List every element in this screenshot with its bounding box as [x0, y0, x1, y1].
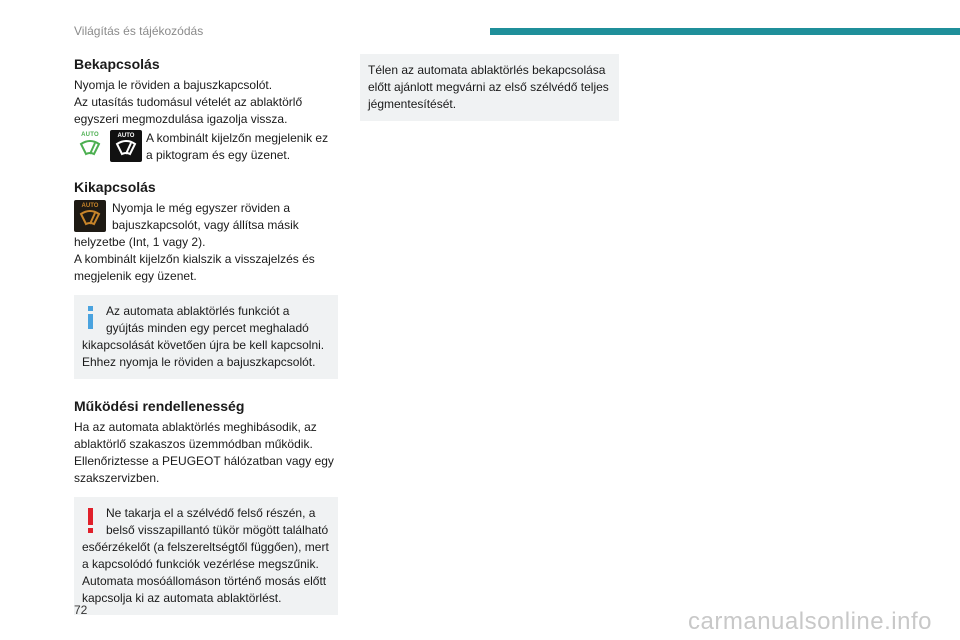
auto-wiper-green-icon: AUTO	[74, 130, 106, 162]
bekapcsolas-line1: Nyomja le röviden a bajuszkapcsolót.	[74, 78, 273, 92]
info-icon	[82, 303, 100, 331]
warning-text-1: Ne takarja el a szélvédő felső részén, a belső visszapillantó tükör mögött található esőérzékelőt (a felszereltségtől függően), mert a kapcsolódó funkciók vezérlése megszűnik.	[82, 506, 329, 571]
warning-text-2: Automata mosóállomáson történő mosás előtt kapcsolja ki az automata ablaktörlést.	[82, 574, 327, 605]
heading-mukodesi: Működési rendellenesség	[74, 398, 245, 414]
heading-bekapcsolas: Bekapcsolás	[74, 56, 160, 72]
bekapcsolas-line2: Az utasítás tudomásul vételét az ablaktörlő egyszeri megmozdulása igazolja vissza.	[74, 95, 303, 126]
section-kikapcsolas	[74, 178, 338, 379]
kikapcsolas-text2: A kombinált kijelzőn kialszik a visszajelzés és megjelenik egy üzenet.	[74, 252, 315, 283]
left-column	[74, 55, 338, 615]
warning-box	[74, 497, 338, 615]
warning-icon	[82, 505, 100, 535]
auto-wiper-display-icon: AUTO	[110, 130, 142, 162]
mukodesi-text: Ha az automata ablaktörlés meghibásodik, az ablaktörlő szakaszos üzemmódban működik. Ellenőriztesse a PEUGEOT hálózatban vagy egy szakszervizben.	[74, 420, 334, 485]
page-number: 72	[74, 603, 88, 617]
kikapcsolas-text1: Nyomja le még egyszer röviden a bajuszkapcsolót, vagy állítsa másik helyzetbe (Int, 1 vagy 2).	[74, 201, 299, 249]
info-box	[74, 295, 338, 379]
bekapcsolas-icon-text: A kombinált kijelzőn megjelenik ez a piktogram és egy üzenet.	[146, 131, 329, 162]
winter-note-box	[360, 54, 619, 121]
section-bekapcsolas	[74, 55, 338, 164]
auto-wiper-orange-icon: AUTO	[74, 200, 106, 232]
right-column	[360, 54, 619, 121]
info-text: Az automata ablaktörlés funkciót a gyújtás minden egy percet meghaladó kikapcsolását követően újra be kell kapcsolni. Ehhez nyomja le röviden a bajuszkapcsolót.	[82, 304, 325, 369]
header-accent-bar	[490, 28, 960, 35]
winter-note-text: Télen az automata ablaktörlés bekapcsolása előtt ajánlott megvárni az első szélvédő teljes jégmentesítését.	[368, 63, 609, 111]
watermark: carmanualsonline.info	[688, 608, 932, 635]
heading-kikapcsolas: Kikapcsolás	[74, 179, 156, 195]
section-mukodesi	[74, 397, 338, 615]
bekapcsolas-icon-row	[74, 130, 338, 164]
header-title: Világítás és tájékozódás	[74, 24, 204, 38]
